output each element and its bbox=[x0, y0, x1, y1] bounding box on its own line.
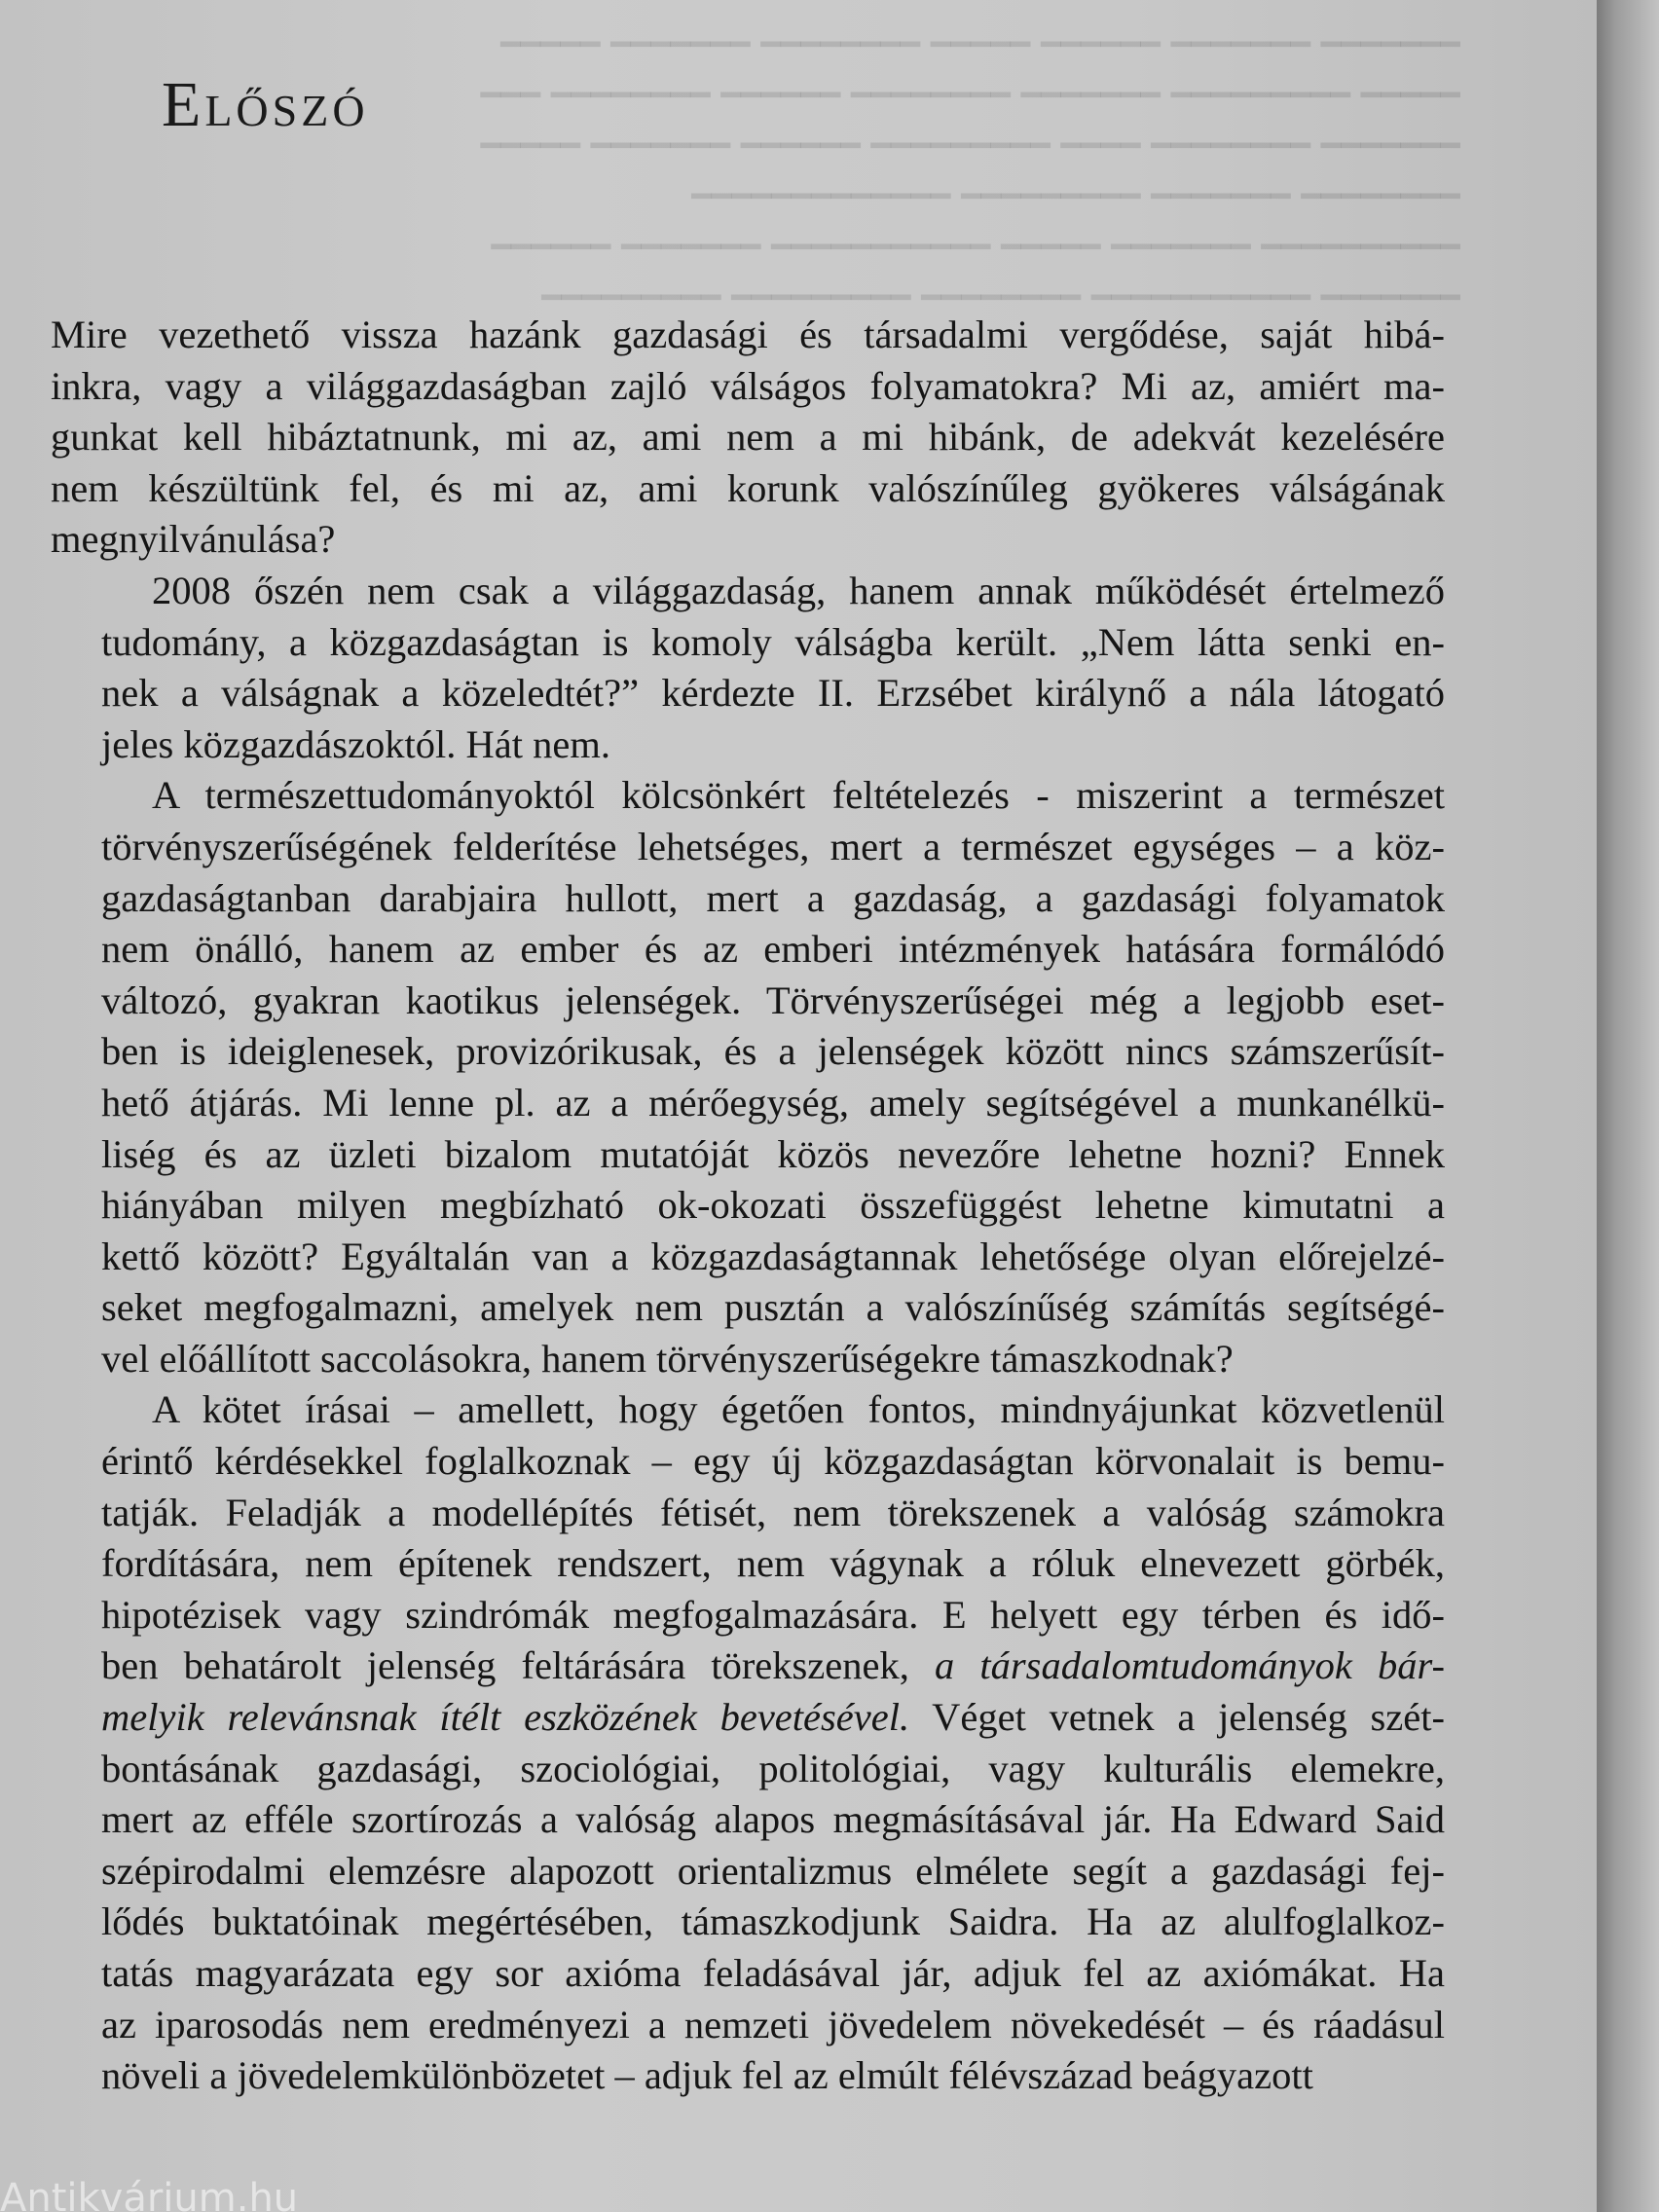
text-line: gazdaságtanban darabjaira hullott, mert a gazdaság, a gazdasági folyamatok bbox=[101, 875, 1445, 920]
text-line: A természettudományoktól kölcsönkért feltételezés - miszerint a természet bbox=[152, 773, 1445, 818]
text-line: hiányában milyen megbízható ok-okozati összefüggést lehetne kimutatni a bbox=[101, 1183, 1445, 1228]
paragraph bbox=[51, 566, 1445, 770]
text-line: szépirodalmi elemzésre alapozott orientalizmus elmélete segít a gazdasági fej- bbox=[101, 1848, 1445, 1893]
page-edge-shadow bbox=[1597, 0, 1659, 2212]
text-line: bontásának gazdasági, szociológiai, politológiai, vagy kulturális elemekre, bbox=[101, 1746, 1445, 1790]
text-line: Mire vezethető vissza hazánk gazdasági és társadalmi vergődése, saját hibá- bbox=[51, 313, 1445, 356]
text-line: tatás magyarázata egy sor axióma feladásával jár, adjuk fel az axiómákat. Ha bbox=[101, 1951, 1445, 1995]
text-line: lődés buktatóinak megértésében, támaszkodjunk Saidra. Ha az alulfoglalkoz- bbox=[101, 1899, 1445, 1944]
text-line: fordítására, nem építenek rendszert, nem vágynak a róluk elnevezett görbék, bbox=[101, 1541, 1445, 1586]
text-line: mert az efféle szortírozás a valóság alapos megmásításával jár. Ha Edward Said bbox=[101, 1797, 1445, 1842]
text-line: tudomány, a közgazdaságtan is komoly válságba került. „Nem látta senki en- bbox=[101, 619, 1445, 664]
text-line: ben is ideiglenesek, provizórikusak, és a jelenségek között nincs számszerűsít- bbox=[101, 1029, 1445, 1074]
text-line: 2008 őszén nem csak a világgazdaság, hanem annak működését értelmező bbox=[152, 568, 1445, 612]
text-line: A kötet írásai – amellett, hogy égetően fontos, mindnyájunkat közvetlenül bbox=[152, 1387, 1445, 1432]
watermark: Antikvárium.hu bbox=[0, 2179, 299, 2212]
text-line: kettő között? Egyáltalán van a közgazdaságtannak lehetősége olyan előrejelzé- bbox=[101, 1234, 1445, 1278]
text-line: seket megfogalmazni, amelyek nem pusztán a valószínűség számítás segítségé- bbox=[101, 1285, 1445, 1330]
text-line: nek a válságnak a közeledtét?” kérdezte II. Erzsébet királynő a nála látogató bbox=[101, 671, 1445, 716]
text-line: érintő kérdésekkel foglalkoznak – egy új közgazdaságtan körvonalait is bemu- bbox=[101, 1439, 1445, 1484]
show-through-text: ━━━━━━━ ━━━━━━━ ━━━━━━ ━━━━━ ━━━━━━━━ ━━━━━━━ ━━━━━ ━━━━━ ━━━━━━━━━ ━━━━━━━ ━━━━━━━━ ━━━━━━ ━━━━━━━━ ━━━ ━━━━━━━ ━━━━━━━━ ━━━━ ━━━━━━━━━ ━━━━━━ ━━━━━━━ ━━━━━ ━━━━━━━━ ━━━━━━━ ━━━━━━━━━ ━━━━━━━━━━━━━ ━━━━━━━━━━ ━━━━━━━ ━━━━━ ━━━━━━━━━━━ ━━━━━━━ ━━━━━━ ━━━━━━━ ━━━━━━━━━━━ ━━━━━━━━ ━━━━━━━━━ ━━━━━━━━━ bbox=[480, 25, 1460, 317]
text-line: az iparosodás nem eredményezi a nemzeti jövedelem növekedését – és ráadásul bbox=[101, 2002, 1445, 2046]
text-line: tatják. Feladják a modellépítés fétisét, nem törekszenek a valóság számokra bbox=[101, 1490, 1445, 1534]
paragraph bbox=[51, 770, 1445, 1384]
text-line: liség és az üzleti bizalom mutatóját közös nevezőre lehetne hozni? Ennek bbox=[101, 1131, 1445, 1176]
text-line: hipotézisek vagy szindrómák megfogalmazására. E helyett egy térben és idő- bbox=[101, 1592, 1445, 1637]
text-line: jeles közgazdászoktól. Hát nem. bbox=[101, 721, 610, 766]
text-line: melyik relevánsnak ítélt eszközének bevetésével. Véget vetnek a jelenség szét- bbox=[101, 1695, 1445, 1740]
text-line: hető átjárás. Mi lenne pl. az a mérőegység, amely segítségével a munkanélkü- bbox=[101, 1080, 1445, 1124]
text-line: nem készültünk fel, és mi az, ami korunk valószínűleg gyökeres válságának bbox=[51, 465, 1445, 510]
body-text bbox=[51, 310, 1445, 2102]
text-line: változó, gyakran kaotikus jelenségek. Törvényszerűségei még a legjobb eset- bbox=[101, 977, 1445, 1022]
text-line: inkra, vagy a világgazdaságban zajló válságos folyamatokra? Mi az, amiért ma- bbox=[51, 363, 1445, 408]
text-line: ben behatárolt jelenség feltárására törekszenek, a társadalomtudományok bár- bbox=[101, 1643, 1445, 1688]
chapter-title: Előszó bbox=[162, 69, 369, 140]
text-line: vel előállított saccolásokra, hanem törvényszerűségekre támaszkodnak? bbox=[101, 1336, 1234, 1381]
text-line: növeli a jövedelemkülönbözetet – adjuk fel az elmúlt félévszázad beágyazott bbox=[101, 2053, 1313, 2098]
text-line: nem önálló, hanem az ember és az emberi intézmények hatására formálódó bbox=[101, 927, 1445, 972]
text-line: törvényszerűségének felderítése lehetséges, mert a természet egységes – a köz- bbox=[101, 824, 1445, 868]
paragraph bbox=[51, 1384, 1445, 2101]
paragraph bbox=[51, 310, 1445, 566]
text-line: gunkat kell hibáztatnunk, mi az, ami nem a mi hibánk, de adekvát kezelésére bbox=[51, 415, 1445, 460]
text-line: megnyilvánulása? bbox=[51, 517, 336, 562]
